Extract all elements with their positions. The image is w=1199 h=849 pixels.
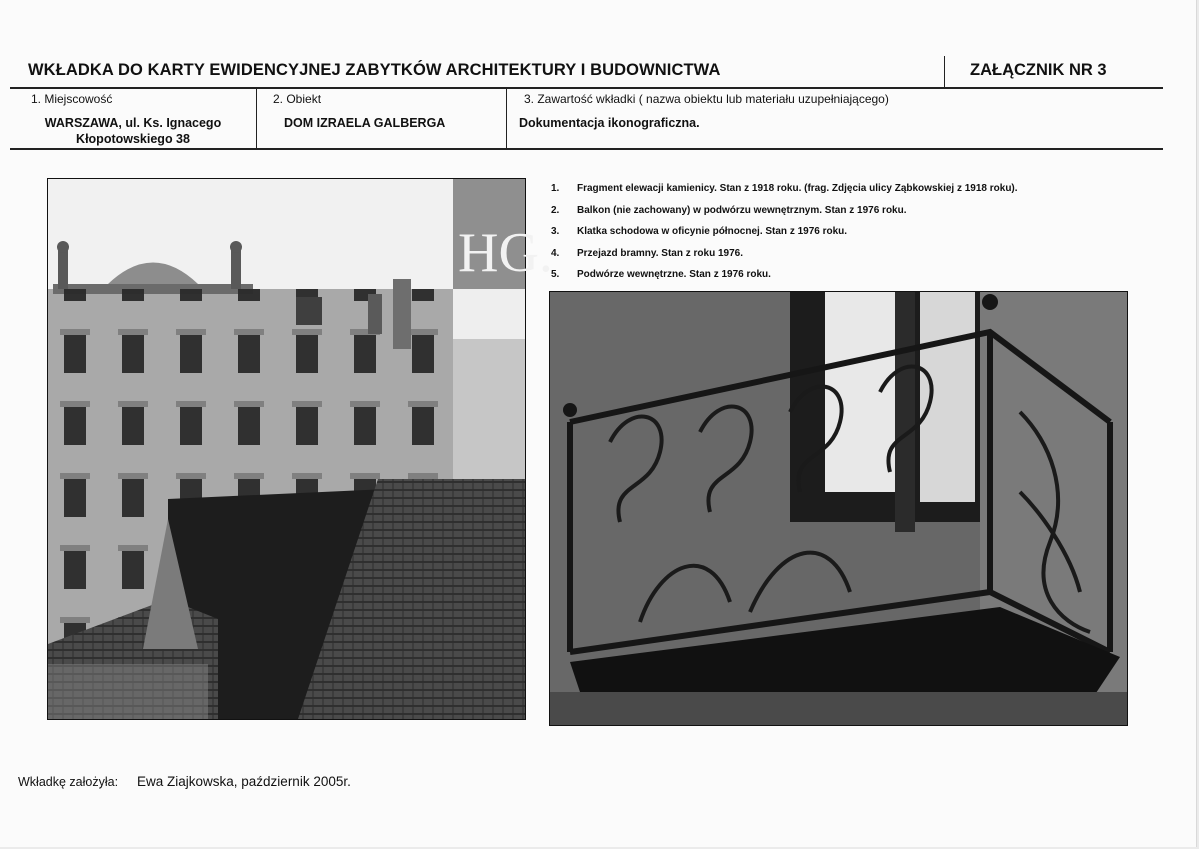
caption-item: 2. Balkon (nie zachowany) w podwórzu wewnętrznym. Stan z 1976 roku. [551,204,907,216]
fields-bottom-rule [10,148,1163,150]
title-divider [944,56,945,88]
location-line2: Kłopotowskiego 38 [76,132,190,146]
author-label: Wkładkę założyła: [18,775,119,789]
photo-facade-1918[interactable] [47,178,553,720]
cell-divider-1 [256,89,257,148]
caption-item: 5. Podwórze wewnętrzne. Stan z 1976 roku. [551,269,771,280]
caption-item: 4. Przejazd bramny. Stan z roku 1976. [551,247,743,259]
object-value: DOM IZRAELA GALBERGA [284,116,446,130]
annex-number: ZAŁĄCZNIK NR 3 [970,61,1107,79]
location-line1: WARSZAWA, ul. Ks. Ignacego [44,116,222,130]
sign-letters: HG. [458,222,553,284]
contents-value: Dokumentacja ikonograficzna. [519,116,700,130]
caption-text: Fragment elewacji kamienicy. Stan z 1918 roku. (frag. Zdjęcia ulicy Ząbkowskiej z 1918 roku). [577,183,1018,194]
location-label: 1. Miejscowość [31,92,113,106]
photo-balcony-1976[interactable] [549,291,1128,726]
caption-list [551,183,1018,291]
caption-item: 1. Fragment elewacji kamienicy. Stan z 1918 roku. (frag. Zdjęcia ulicy Ząbkowskiej z 1918 roku). [551,183,1018,194]
caption-text: Przejazd bramny. Stan z roku 1976. [577,247,743,259]
contents-label: 3. Zawartość wkładki ( nazwa obiektu lub materiału uzupełniającego) [524,92,889,106]
caption-text: Podwórze wewnętrzne. Stan z 1976 roku. [577,269,771,280]
cell-divider-2 [506,89,507,148]
caption-text: Balkon (nie zachowany) w podwórzu wewnętrznym. Stan z 1976 roku. [577,204,907,216]
object-label: 2. Obiekt [273,92,322,106]
author-value: Ewa Ziajkowska, październik 2005r. [137,774,351,789]
header-rule [10,87,1163,89]
facade-photo-image [48,179,553,719]
caption-item: 3. Klatka schodowa w oficynie północnej. Stan z 1976 roku. [551,226,848,237]
caption-text: Klatka schodowa w oficynie północnej. Stan z 1976 roku. [577,226,848,237]
document-title: WKŁADKA DO KARTY EWIDENCYJNEJ ZABYTKÓW ARCHITEKTURY I BUDOWNICTWA [28,61,721,79]
balcony-photo-image [550,292,1127,725]
